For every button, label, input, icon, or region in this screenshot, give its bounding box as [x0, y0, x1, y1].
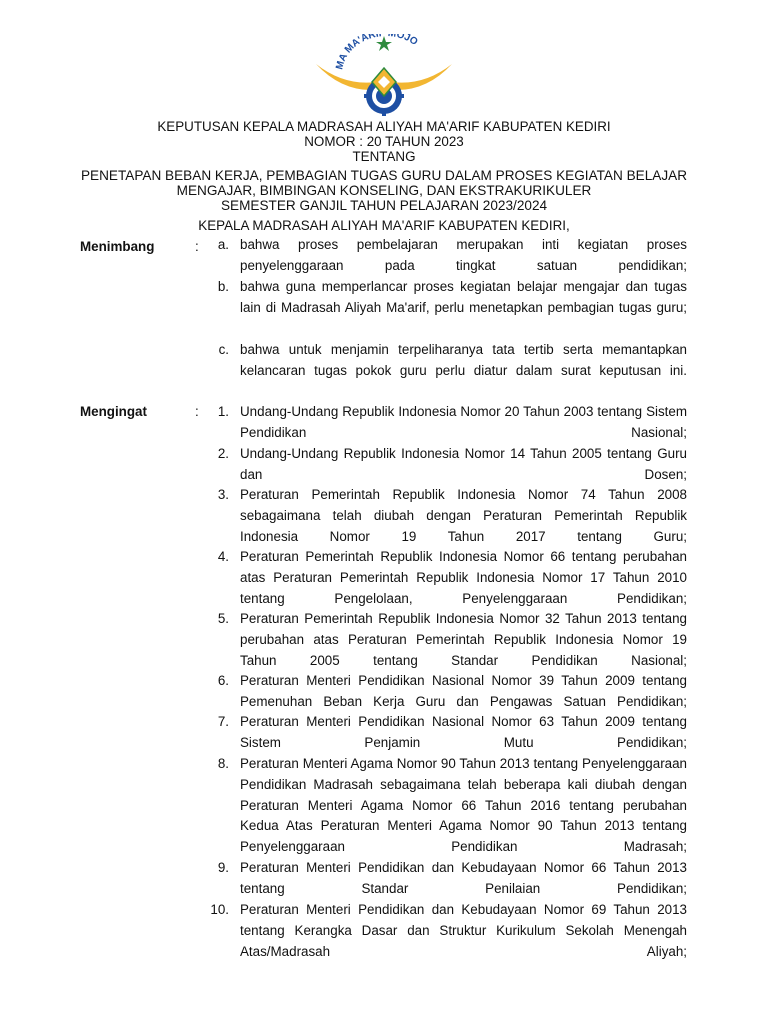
madrasah-emblem-icon: [314, 34, 454, 116]
list-item-text: Undang-Undang Republik Indonesia Nomor 20 Tahun 2003 tentang Sistem Pendidikan Nasional;: [240, 404, 687, 440]
section-colon: :: [195, 404, 199, 419]
list-marker: 1.: [217, 404, 229, 419]
list-marker: 5.: [217, 611, 229, 626]
list-item-text: Peraturan Pemerintah Republik Indonesia Nomor 74 Tahun 2008 sebagaimana telah diubah dengan Peraturan Pemerintah Republik Indonesia Nomor 19 Tahun 2017 tentang Guru;: [240, 487, 687, 544]
list-item-text: Peraturan Menteri Pendidikan dan Kebudayaan Nomor 69 Tahun 2013 tentang Kerangka Dasar dan Struktur Kurikulum Sekolah Menengah Atas/Madrasah Aliyah;: [240, 902, 687, 959]
list-item-text: Peraturan Pemerintah Republik Indonesia Nomor 32 Tahun 2013 tentang perubahan atas Peraturan Pemerintah Republik Indonesia Nomor 19 Tahun 2005 tentang Standar Pendidikan Nasional;: [240, 611, 687, 668]
list-marker: 6.: [217, 673, 229, 688]
list-item-text: bahwa proses pembelajaran merupakan inti kegiatan proses penyelenggaraan pada tingkat satuan pendidikan;: [240, 237, 687, 273]
section-colon: :: [195, 239, 199, 254]
list-item-text: Peraturan Menteri Pendidikan Nasional Nomor 39 Tahun 2009 tentang Pemenuhan Beban Kerja Guru dan Pengawas Satuan Pendidikan;: [240, 673, 687, 709]
list-item: [203, 340, 687, 402]
decree-title: KEPUTUSAN KEPALA MADRASAH ALIYAH MA'ARIF KABUPATEN KEDIRI: [157, 119, 611, 134]
list-marker: 10.: [210, 902, 229, 917]
list-item-text: bahwa guna memperlancar proses kegiatan belajar mengajar dan tugas lain di Madrasah Aliyah Ma'arif, perlu menetapkan pembagian tugas guru;: [240, 279, 687, 315]
list-item-text: bahwa untuk menjamin terpeliharanya tata tertib serta memantapkan kelancaran tugas pokok guru perlu diatur dalam surat keputusan ini.: [240, 342, 687, 378]
list-marker: 4.: [217, 549, 229, 564]
subject-line-1: PENETAPAN BEBAN KERJA, PEMBAGIAN TUGAS GURU DALAM PROSES KEGIATAN BELAJAR: [80, 168, 688, 183]
issuer-line: KEPALA MADRASAH ALIYAH MA'ARIF KABUPATEN KEDIRI,: [198, 218, 570, 233]
logo-text: MA MA'ARI OJO: [334, 34, 420, 71]
decree-subject: [0, 168, 768, 213]
list-marker: 9.: [217, 860, 229, 875]
list-marker: 7.: [217, 714, 229, 729]
list-marker: 8.: [217, 756, 229, 771]
decree-number: NOMOR : 20 TAHUN 2023: [304, 134, 464, 149]
subject-line-3: SEMESTER GANJIL TAHUN PELAJARAN 2023/2024: [220, 198, 548, 213]
list-item-text: Peraturan Menteri Agama Nomor 90 Tahun 2013 tentang Penyelenggaraan Pendidikan Madrasah sebagaimana telah beberapa kali diubah dengan Peraturan Menteri Agama Nomor 66 Tahun 2016 tentang perubahan Kedua Atas Peraturan Menteri Agama Nomor 90 Tahun 2013 tentang Penyelenggaraan Pendidikan Madrasah;: [240, 756, 687, 855]
section-label-menimbang: Menimbang: [80, 239, 155, 254]
list-marker: b.: [217, 279, 229, 294]
list-marker: 2.: [217, 446, 229, 461]
subject-line-2: MENGAJAR, BIMBINGAN KONSELING, DAN EKSTRAKURIKULER: [176, 183, 592, 198]
list-marker: 3.: [217, 487, 229, 502]
madrasah-logo: [314, 34, 454, 116]
decree-about-label: TENTANG: [352, 149, 416, 164]
list-item-text: Peraturan Pemerintah Republik Indonesia Nomor 66 tentang perubahan atas Peraturan Pemerintah Republik Indonesia Nomor 17 Tahun 2010 tentang Pengelolaan, Penyelenggaraan Pendidikan;: [240, 549, 687, 606]
list-item: [203, 900, 687, 983]
section-label-mengingat: Mengingat: [80, 404, 147, 419]
list-item-text: Peraturan Menteri Pendidikan dan Kebudayaan Nomor 66 Tahun 2013 tentang Standar Penilaian Pendidikan;: [240, 860, 687, 896]
list-item-text: Peraturan Menteri Pendidikan Nasional Nomor 63 Tahun 2009 tentang Sistem Penjamin Mutu Pendidikan;: [240, 714, 687, 750]
svg-text:MA MA'ARIF MOJO: [334, 34, 419, 71]
list-item: [203, 277, 687, 339]
list-item-text: Undang-Undang Republik Indonesia Nomor 14 Tahun 2005 tentang Guru dan Dosen;: [240, 446, 687, 482]
list-marker: a.: [217, 237, 229, 252]
list-marker: c.: [218, 342, 229, 357]
